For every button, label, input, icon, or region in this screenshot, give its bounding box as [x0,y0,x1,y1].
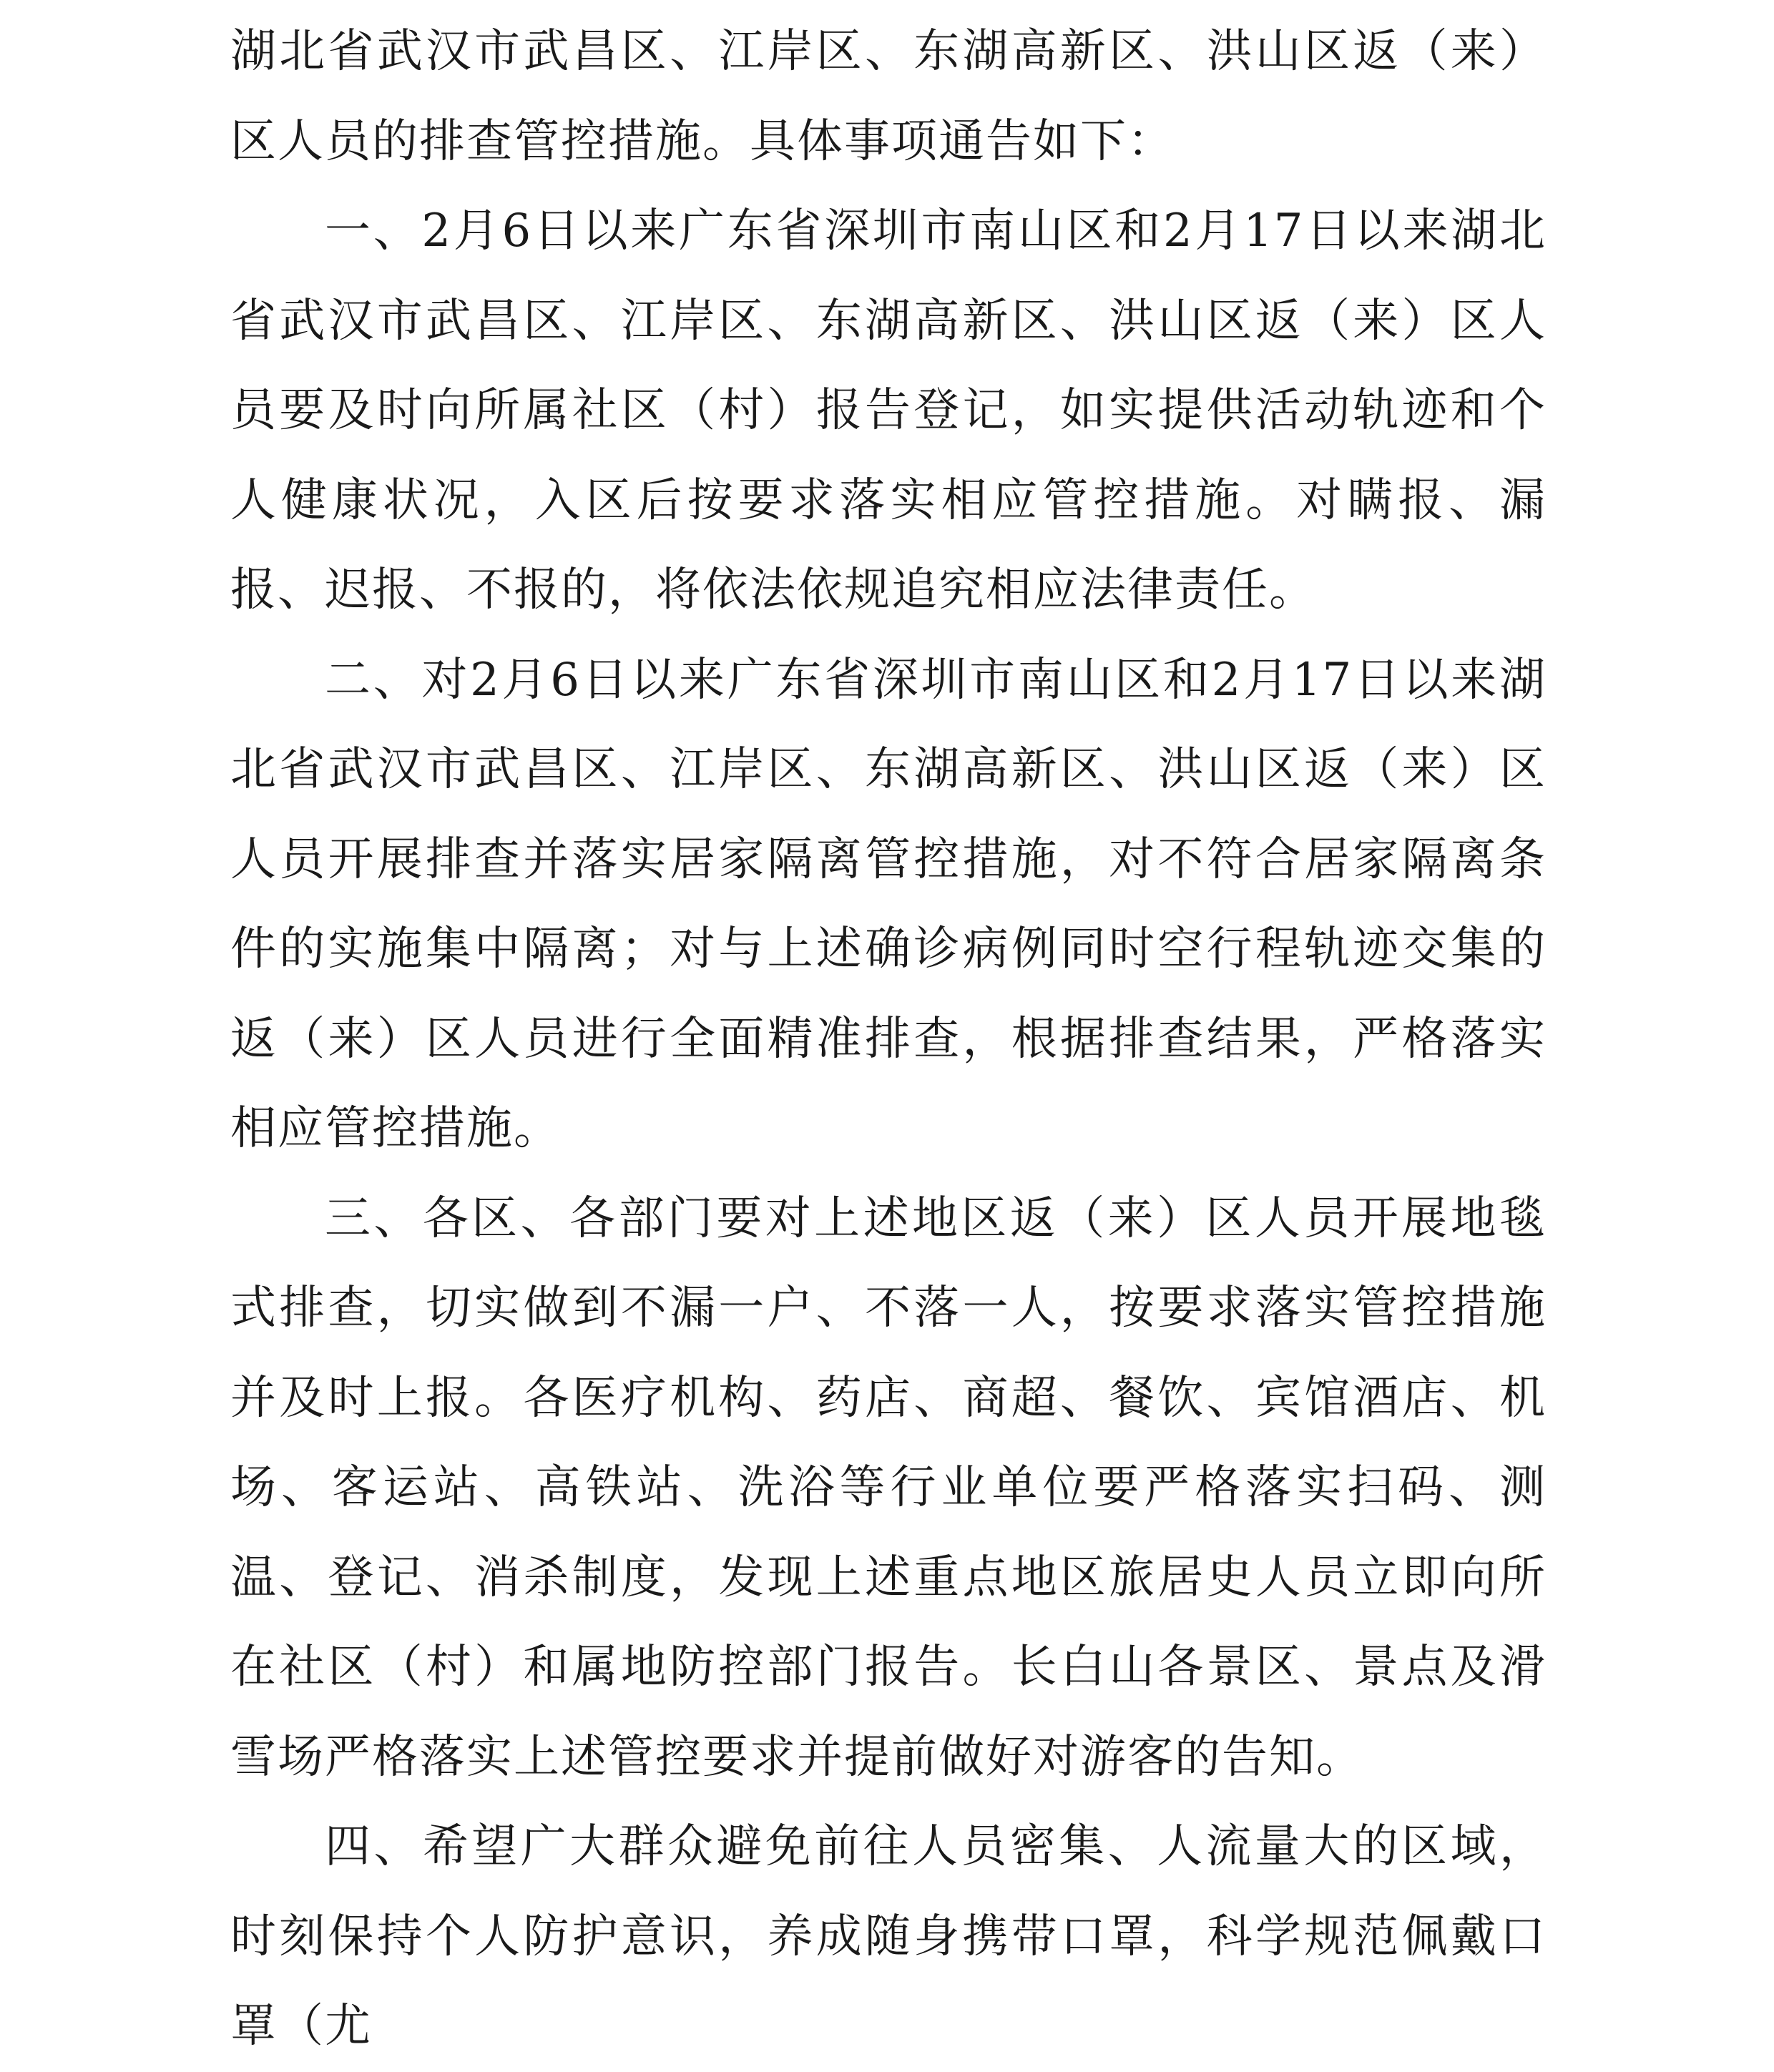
notice-body [230,7,1547,2072]
paragraph-item-4: 四、希望广大群众避免前往人员密集、人流量大的区域，时刻保持个人防护意识，养成随身携带口罩，科学规范佩戴口罩（尤 [230,1820,1547,2053]
paragraph-item-3: 三、各区、各部门要对上述地区返（来）区人员开展地毯式排查，切实做到不漏一户、不落一人，按要求落实管控措施并及时上报。各医疗机构、药店、商超、餐饮、宾馆酒店、机场、客运站、高铁站、洗浴等行业单位要严格落实扫码、测温、登记、消杀制度，发现上述重点地区旅居史人员立即向所在社区（村）和属地防控部门报告。长白山各景区、景点及滑雪场严格落实上述管控要求并提前做好对游客的告知。 [230,1192,1547,1784]
paragraph-intro-continuation: 湖北省武汉市武昌区、江岸区、东湖高新区、洪山区返（来）区人员的排查管控措施。具体事项通告如下： [230,25,1547,168]
paragraph-item-2: 二、对2月6日以来广东省深圳市南山区和2月17日以来湖北省武汉市武昌区、江岸区、东湖高新区、洪山区返（来）区人员开展排查并落实居家隔离管控措施，对不符合居家隔离条件的实施集中隔离；对与上述确诊病例同时空行程轨迹交集的返（来）区人员进行全面精准排查，根据排查结果，严格落实相应管控措施。 [230,653,1547,1155]
paragraph-item-1: 一、2月6日以来广东省深圳市南山区和2月17日以来湖北省武汉市武昌区、江岸区、东湖高新区、洪山区返（来）区人员要及时向所属社区（村）报告登记，如实提供活动轨迹和个人健康状况，入区后按要求落实相应管控措施。对瞒报、漏报、迟报、不报的，将依法依规追究相应法律责任。 [230,205,1547,617]
